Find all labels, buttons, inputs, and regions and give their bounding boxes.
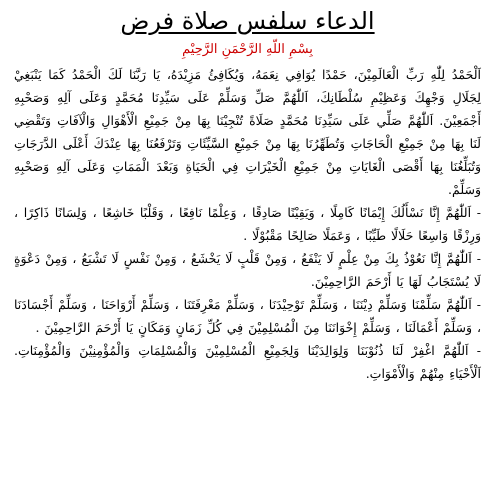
dua-item: - اَللّٰهُمَّ سَلِّمْنَا وَسَلِّمْ دِيْنَنَا ، وَسَلِّمْ تَوْحِيْدَنَا ، وَسَلِّمْ مَعْرِفَتَنَا ، وَسَلِّمْ أَرْوَاحَنَا ، وَسَلِّمْ أَجْسَادَنَا ، وَسَلِّمْ أَعْمَالَنَا ، وَسَلِّمْ إِخْوَانَنَا مِنَ الْمُسْلِمِيْنَ فِي كُلِّ زَمَانٍ وَمَكَانٍ يَا أَرْحَمَ الرَّاحِمِيْنَ . — [14, 297, 481, 335]
opening-paragraph: اَلْحَمْدُ لِلّٰهِ رَبِّ الْعَالَمِيْنَ، حَمْدًا يُوَافِي نِعَمَهُ، وَيُكَافِئُ مَزِيْدَهُ، يَا رَبَّنَا لَكَ الْحَمْدُ كَمَا يَنْبَغِيْ لِجَلَالِ وَجْهِكَ وَعَظِيْمِ سُلْطَانِكَ، اَللّٰهُمَّ صَلِّ وَسَلِّمْ عَلَى سَيِّدِنَا مُحَمَّدٍ وَعَلَى آلِهِ وَصَحْبِهِ أَجْمَعِيْنَ. اَللّٰهُمَّ صَلِّي عَلَى سَيِّدِنَا مُحَمَّدٍ صَلَاةً تُنْجِيْنَا بِهَا مِنْ جَمِيْعِ الْأَهْوَالِ وَالْآفَاتِ وَتَقْضِي لَنَا بِهَا مِنْ جَمِيْعِ الْحَاجَاتِ وَتُطَهِّرُنَا بِهَا مِنْ جَمِيْعِ السَّيِّئَاتِ وَتَرْفَعُنَا بِهَا عِنْدَكَ أَعْلَى الدَّرَجَاتِ وَتُبَلِّغُنَا بِهَا أَقْصَى الْغَايَاتِ مِنْ جَمِيْعِ الْخَيْرَاتِ فِي الْحَيَاةِ وَبَعْدَ الْمَمَاتِ وَعَلَى آلِهِ وَصَحْبِهِ وَسَلِّمْ. — [14, 67, 481, 197]
basmala: بِسْمِ اللّهِ الرَّحْمَنِ الرَّحِيْمِ — [182, 42, 313, 57]
dua-item: - اَللّٰهُمَّ إِنَّا نَعُوْذُ بِكَ مِنْ عِلْمٍ لَا يَنْفَعُ ، وَمِنْ قَلْبٍ لَا يَخْشَعُ ، وَمِنْ نَفْسٍ لَا تَشْبَعُ ، وَمِنْ دَعْوَةٍ لَا يُسْتَجَابُ لَهَا يَا أَرْحَمَ الرَّاحِمِيْنَ. — [14, 251, 481, 289]
page-title: الدعاء سلفس صلاة فرض — [120, 7, 375, 35]
dua-item: - اَللّٰهُمَّ اغْفِرْ لَنَا ذُنُوْبَنَا وَلِوَالِدَيْنَا وَلِجَمِيْعِ الْمُسْلِمِيْنَ وَالْمُسْلِمَاتِ وَالْمُؤْمِنِيْنَ وَالْمُؤْمِنَاتِ. اَلْأَحْيَاءِ مِنْهُمْ وَالْأَمْوَاتِ. — [14, 343, 481, 381]
dua-item: - اَللّٰهُمَّ إِنَّا نَسْأَلُكَ إِيْمَانًا كَامِلًا ، وَيَقِيْنًا صَادِقًا ، وَعِلْمًا نَافِعًا ، وَقَلْبًا خَاشِعًا ، وَلِسَانًا ذَاكِرًا ، وَرِزْقًا وَاسِعًا حَلَالًا طَيِّبًا ، وَعَمَلًا صَالِحًا مَقْبُوْلًا . — [14, 205, 481, 243]
